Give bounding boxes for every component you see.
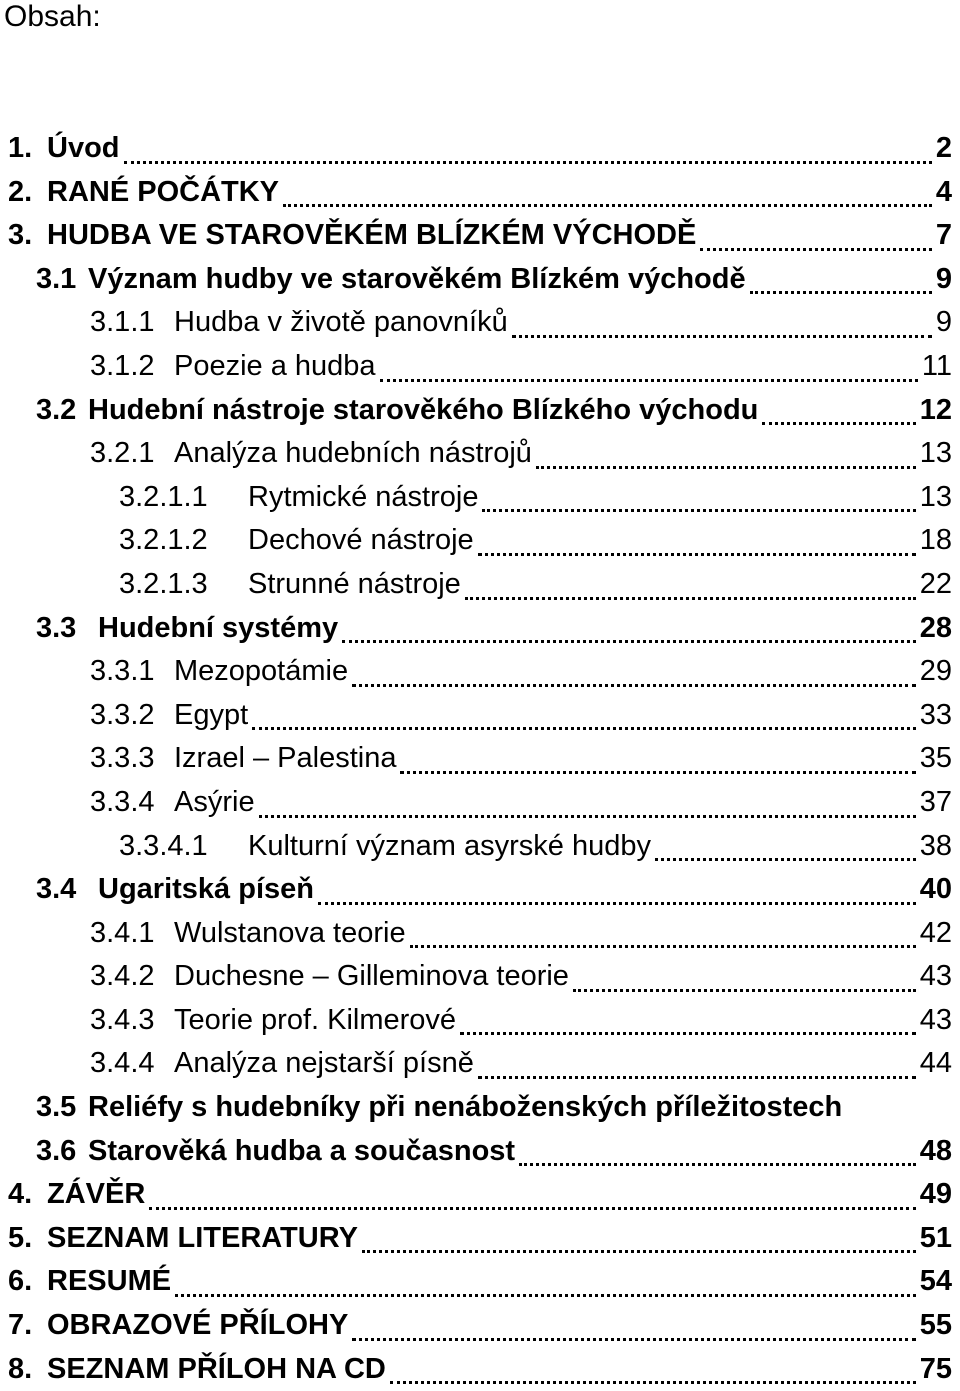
toc-entry[interactable] xyxy=(8,868,952,912)
toc-entry-page-number: 51 xyxy=(919,1221,952,1254)
toc-entry-page-number: 48 xyxy=(919,1134,952,1167)
toc-entry[interactable] xyxy=(8,1042,952,1086)
toc-entry[interactable] xyxy=(8,519,952,563)
toc-entry-number: 3.5 xyxy=(36,1091,77,1124)
toc-dot-leader xyxy=(390,1381,916,1384)
toc-entry-number: 3.3 xyxy=(36,611,77,644)
toc-entry-page-number: 54 xyxy=(919,1265,952,1298)
toc-entry[interactable] xyxy=(8,301,952,345)
toc-entry-title: Strunné nástroje xyxy=(248,567,461,600)
toc-dot-leader xyxy=(762,422,915,425)
toc-dot-leader xyxy=(342,640,916,643)
toc-entry-title: SEZNAM LITERATURY xyxy=(47,1221,358,1254)
toc-dot-leader xyxy=(318,902,916,905)
toc-entry-title: Hudba v životě panovníků xyxy=(174,306,508,339)
toc-entry[interactable] xyxy=(8,1130,952,1174)
toc-dot-leader xyxy=(700,248,932,251)
toc-dot-leader xyxy=(259,815,916,818)
toc-entry-page-number: 49 xyxy=(919,1178,952,1211)
toc-entry-number: 3.3.2 xyxy=(90,698,155,731)
toc-entry-title: Poezie a hudba xyxy=(174,349,376,382)
toc-entry-page-number: 28 xyxy=(919,611,952,644)
toc-entry-page-number: 38 xyxy=(919,829,952,862)
toc-entry-number: 3.2 xyxy=(36,393,77,426)
toc-entry-title: Rytmické nástroje xyxy=(248,480,479,513)
toc-entry[interactable] xyxy=(8,955,952,999)
toc-entry[interactable] xyxy=(8,737,952,781)
toc-entry-title: ZÁVĚR xyxy=(47,1178,146,1211)
toc-entry-number: 3.4 xyxy=(36,873,77,906)
toc-entry-title: Hudební systémy xyxy=(98,611,339,644)
toc-dot-leader xyxy=(460,1032,916,1035)
toc-dot-leader xyxy=(175,1294,916,1297)
toc-dot-leader xyxy=(400,771,915,774)
table-of-contents xyxy=(8,127,952,1391)
toc-entry-title: Starověká hudba a současnost xyxy=(88,1134,516,1167)
toc-dot-leader xyxy=(124,161,932,164)
toc-entry[interactable] xyxy=(8,563,952,607)
toc-entry-number: 3.3.4.1 xyxy=(119,829,208,862)
toc-entry[interactable] xyxy=(8,345,952,389)
toc-dot-leader xyxy=(478,1076,916,1079)
toc-entry-title: Duchesne – Gilleminova teorie xyxy=(174,960,569,993)
toc-dot-leader xyxy=(750,291,932,294)
toc-entry[interactable] xyxy=(8,1348,952,1391)
toc-entry[interactable] xyxy=(8,476,952,520)
toc-entry[interactable] xyxy=(8,171,952,215)
toc-dot-leader xyxy=(380,379,918,382)
toc-entry-page-number: 55 xyxy=(919,1309,952,1342)
toc-dot-leader xyxy=(655,858,916,861)
toc-entry[interactable] xyxy=(8,912,952,956)
toc-entry-title: Reliéfy s hudebníky při nenáboženských příležitostech xyxy=(88,1091,843,1124)
toc-entry[interactable] xyxy=(8,607,952,651)
toc-dot-leader xyxy=(536,466,916,469)
toc-entry[interactable] xyxy=(8,127,952,171)
toc-entry-title: Asýrie xyxy=(174,785,255,818)
toc-dot-leader xyxy=(252,727,916,730)
toc-entry-title: SEZNAM PŘÍLOH NA CD xyxy=(47,1352,386,1385)
toc-dot-leader xyxy=(573,989,916,992)
toc-entry-page-number: 22 xyxy=(919,567,952,600)
toc-entry-page-number: 9 xyxy=(935,306,952,339)
toc-entry-page-number: 18 xyxy=(919,524,952,557)
toc-entry-number: 3.2.1.1 xyxy=(119,480,208,513)
toc-entry-title: Analýza nejstarší písně xyxy=(174,1047,474,1080)
toc-entry-number: 3.1.1 xyxy=(90,306,155,339)
toc-entry-title: Egypt xyxy=(174,698,249,731)
toc-entry-page-number: 40 xyxy=(919,873,952,906)
toc-dot-leader xyxy=(410,945,916,948)
toc-dot-leader xyxy=(352,1338,915,1341)
toc-entry-title: Mezopotámie xyxy=(174,655,349,688)
toc-dot-leader xyxy=(519,1163,916,1166)
toc-entry-title: Wulstanova teorie xyxy=(174,916,406,949)
toc-entry[interactable] xyxy=(8,432,952,476)
toc-entry-page-number: 37 xyxy=(919,785,952,818)
toc-entry-title: RANÉ POČÁTKY xyxy=(47,175,280,208)
toc-dot-leader xyxy=(149,1207,915,1210)
toc-entry-page-number: 9 xyxy=(935,262,952,295)
toc-entry[interactable] xyxy=(8,389,952,433)
toc-entry[interactable] xyxy=(8,214,952,258)
toc-entry[interactable] xyxy=(8,258,952,302)
toc-entry-number: 6. xyxy=(8,1265,33,1298)
toc-entry-title: Dechové nástroje xyxy=(248,524,474,557)
toc-entry-number: 3.4.2 xyxy=(90,960,155,993)
toc-dot-leader xyxy=(283,204,932,207)
toc-entry-number: 1. xyxy=(8,132,33,164)
toc-entry-page-number: 13 xyxy=(919,437,952,470)
toc-entry-title: Úvod xyxy=(47,132,120,164)
toc-entry-number: 7. xyxy=(8,1309,33,1342)
toc-entry-title: Teorie prof. Kilmerové xyxy=(174,1003,457,1036)
toc-entry-number: 3.4.1 xyxy=(90,916,155,949)
toc-entry-title: Ugaritská píseň xyxy=(98,873,314,906)
toc-entry[interactable] xyxy=(8,999,952,1043)
toc-entry-page-number: 2 xyxy=(935,132,952,164)
toc-entry-number: 4. xyxy=(8,1178,33,1211)
toc-entry-page-number: 33 xyxy=(919,698,952,731)
toc-entry-number: 3.1 xyxy=(36,262,77,295)
toc-entry-page-number: 29 xyxy=(919,655,952,688)
toc-entry-title: OBRAZOVÉ PŘÍLOHY xyxy=(47,1309,349,1342)
toc-entry-page-number: 11 xyxy=(921,349,952,382)
toc-dot-leader xyxy=(478,553,916,556)
toc-entry[interactable] xyxy=(8,1217,952,1261)
toc-entry[interactable] xyxy=(8,694,952,738)
toc-entry-number: 3.4.3 xyxy=(90,1003,155,1036)
toc-entry-page-number: 43 xyxy=(919,960,952,993)
toc-entry[interactable] xyxy=(8,1260,952,1304)
toc-entry[interactable] xyxy=(8,781,952,825)
toc-entry-page-number: 12 xyxy=(919,393,952,426)
toc-entry-title: Analýza hudebních nástrojů xyxy=(174,437,532,470)
toc-entry-number: 3.2.1.3 xyxy=(119,567,208,600)
toc-entry-number: 3.3.3 xyxy=(90,742,155,775)
page-title: Obsah: xyxy=(4,0,101,33)
toc-entry-page-number: 75 xyxy=(919,1352,952,1385)
toc-entry[interactable] xyxy=(8,650,952,694)
toc-entry[interactable] xyxy=(8,1304,952,1348)
toc-entry-title: Izrael – Palestina xyxy=(174,742,397,775)
toc-entry-number: 3.3.1 xyxy=(90,655,155,688)
toc-entry-title: Hudební nástroje starověkého Blízkého východu xyxy=(88,393,759,426)
toc-dot-leader xyxy=(465,597,916,600)
toc-entry-page-number: 13 xyxy=(919,480,952,513)
toc-entry-page-number: 7 xyxy=(935,219,952,252)
toc-entry-number: 3.3.4 xyxy=(90,785,155,818)
toc-dot-leader xyxy=(362,1250,916,1253)
toc-entry-number: 3.2.1 xyxy=(90,437,155,470)
toc-entry-title: Kulturní význam asyrské hudby xyxy=(248,829,651,862)
toc-entry-page-number: 4 xyxy=(935,175,952,208)
toc-entry[interactable] xyxy=(8,825,952,869)
toc-entry-number: 8. xyxy=(8,1352,33,1385)
toc-entry[interactable] xyxy=(8,1086,952,1130)
toc-entry[interactable] xyxy=(8,1173,952,1217)
toc-entry-title: HUDBA VE STAROVĚKÉM BLÍZKÉM VÝCHODĚ xyxy=(47,219,697,252)
toc-entry-title: Význam hudby ve starověkém Blízkém východě xyxy=(88,262,746,295)
toc-entry-page-number: 35 xyxy=(919,742,952,775)
toc-entry-number: 5. xyxy=(8,1221,33,1254)
toc-entry-number: 3.2.1.2 xyxy=(119,524,208,557)
toc-entry-page-number: 44 xyxy=(919,1047,952,1080)
toc-entry-page-number: 43 xyxy=(919,1003,952,1036)
toc-entry-number: 3.4.4 xyxy=(90,1047,155,1080)
toc-entry-number: 3.1.2 xyxy=(90,349,155,382)
toc-entry-page-number: 42 xyxy=(919,916,952,949)
toc-entry-number: 3.6 xyxy=(36,1134,77,1167)
toc-dot-leader xyxy=(352,684,916,687)
toc-entry-number: 3. xyxy=(8,219,33,252)
toc-dot-leader xyxy=(482,509,915,512)
toc-dot-leader xyxy=(512,335,932,338)
toc-entry-title: RESUMÉ xyxy=(47,1265,172,1298)
toc-entry-number: 2. xyxy=(8,175,33,208)
